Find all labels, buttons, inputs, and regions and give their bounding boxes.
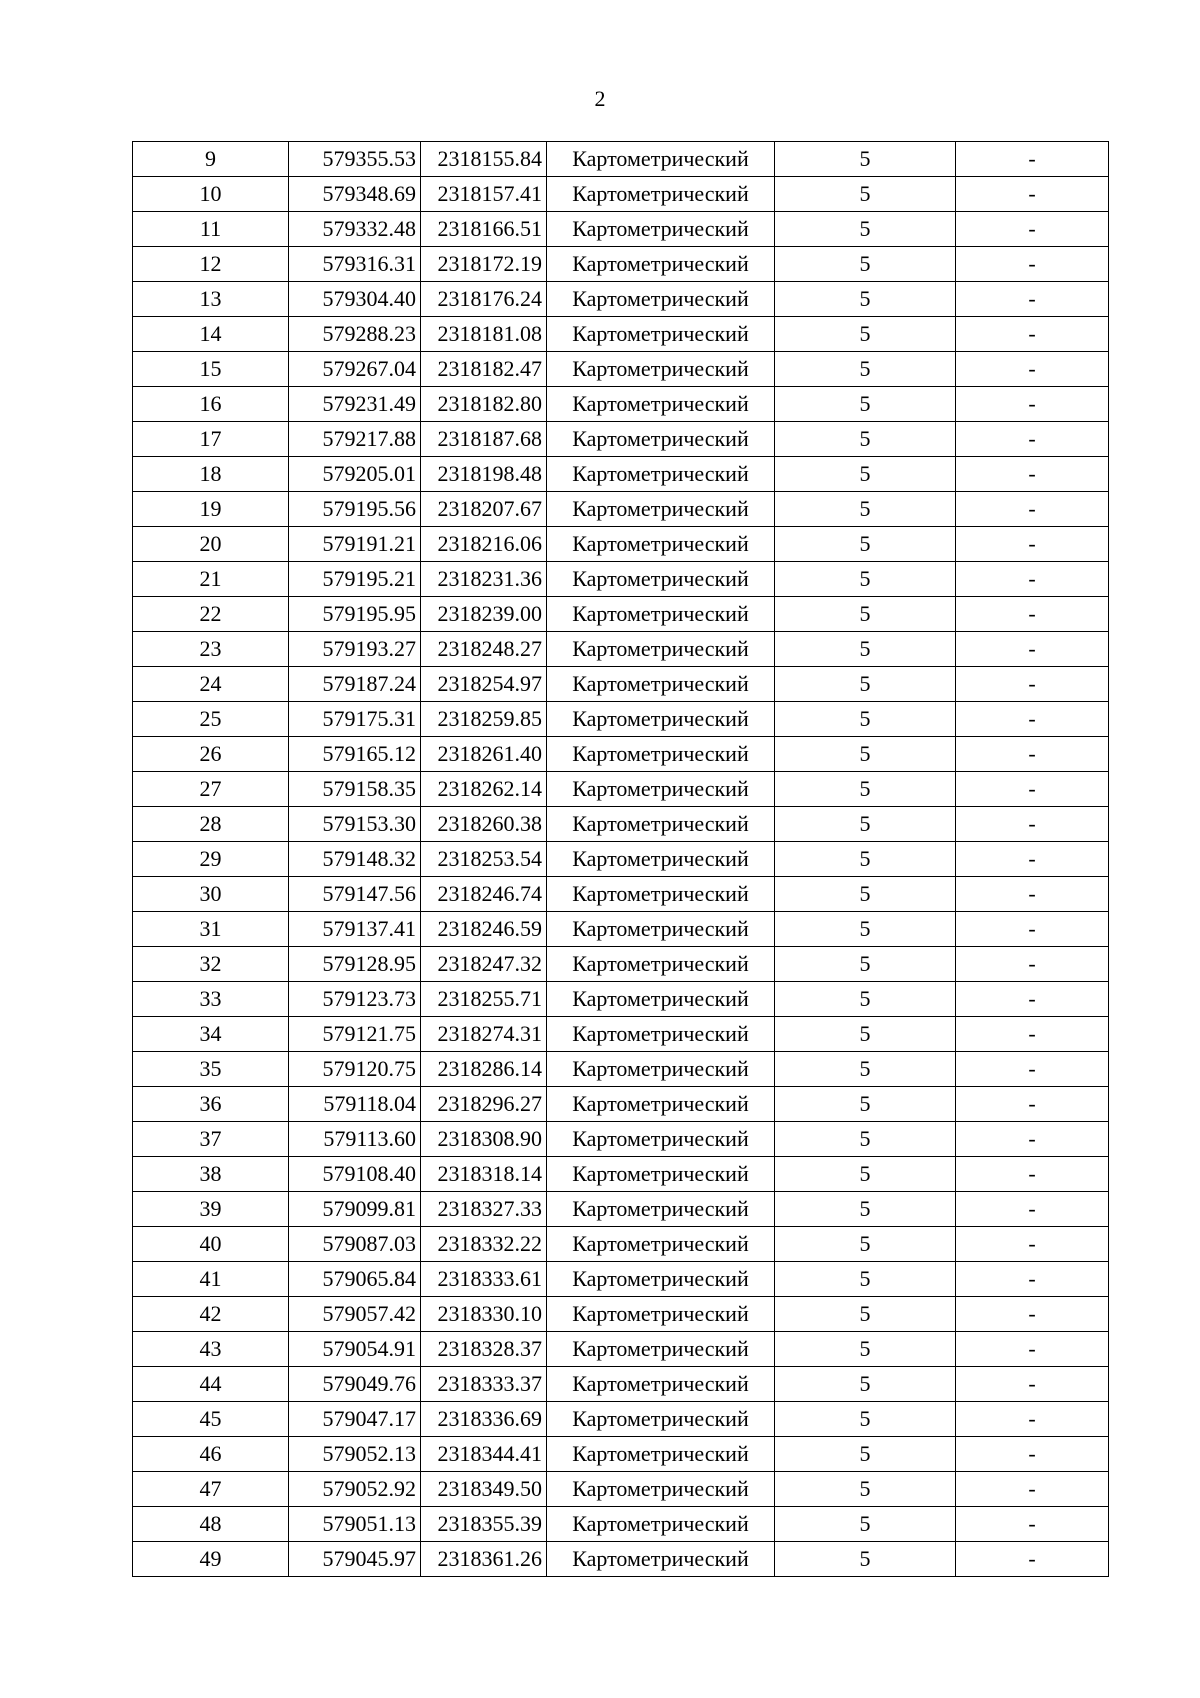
- table-row: [133, 877, 1109, 912]
- point-number-cell: 28: [133, 807, 289, 842]
- x-coordinate-cell: 579137.41: [289, 912, 421, 947]
- x-coordinate-cell: 579288.23: [289, 317, 421, 352]
- table-row: [133, 772, 1109, 807]
- method-cell: Картометрический: [547, 1507, 775, 1542]
- table-row: [133, 807, 1109, 842]
- x-coordinate-cell: 579047.17: [289, 1402, 421, 1437]
- description-cell: -: [956, 947, 1109, 982]
- method-cell: Картометрический: [547, 597, 775, 632]
- accuracy-cell: 5: [775, 1507, 956, 1542]
- point-number-cell: 48: [133, 1507, 289, 1542]
- x-coordinate-cell: 579148.32: [289, 842, 421, 877]
- accuracy-cell: 5: [775, 877, 956, 912]
- x-coordinate-cell: 579045.97: [289, 1542, 421, 1577]
- description-cell: -: [956, 247, 1109, 282]
- x-coordinate-cell: 579195.95: [289, 597, 421, 632]
- point-number-cell: 31: [133, 912, 289, 947]
- accuracy-cell: 5: [775, 1332, 956, 1367]
- point-number-cell: 30: [133, 877, 289, 912]
- point-number-cell: 47: [133, 1472, 289, 1507]
- table-row: [133, 562, 1109, 597]
- point-number-cell: 40: [133, 1227, 289, 1262]
- accuracy-cell: 5: [775, 1227, 956, 1262]
- method-cell: Картометрический: [547, 807, 775, 842]
- method-cell: Картометрический: [547, 492, 775, 527]
- accuracy-cell: 5: [775, 667, 956, 702]
- x-coordinate-cell: 579087.03: [289, 1227, 421, 1262]
- method-cell: Картометрический: [547, 177, 775, 212]
- x-coordinate-cell: 579128.95: [289, 947, 421, 982]
- table-row: [133, 1507, 1109, 1542]
- description-cell: -: [956, 1542, 1109, 1577]
- x-coordinate-cell: 579205.01: [289, 457, 421, 492]
- description-cell: -: [956, 1052, 1109, 1087]
- y-coordinate-cell: 2318198.48: [421, 457, 547, 492]
- x-coordinate-cell: 579118.04: [289, 1087, 421, 1122]
- point-number-cell: 36: [133, 1087, 289, 1122]
- y-coordinate-cell: 2318308.90: [421, 1122, 547, 1157]
- point-number-cell: 9: [133, 142, 289, 177]
- table-row: [133, 1087, 1109, 1122]
- accuracy-cell: 5: [775, 1437, 956, 1472]
- x-coordinate-cell: 579165.12: [289, 737, 421, 772]
- x-coordinate-cell: 579057.42: [289, 1297, 421, 1332]
- point-number-cell: 19: [133, 492, 289, 527]
- method-cell: Картометрический: [547, 1402, 775, 1437]
- description-cell: -: [956, 142, 1109, 177]
- table-row: [133, 702, 1109, 737]
- table-row: [133, 1472, 1109, 1507]
- table-row: [133, 247, 1109, 282]
- point-number-cell: 45: [133, 1402, 289, 1437]
- accuracy-cell: 5: [775, 1297, 956, 1332]
- accuracy-cell: 5: [775, 422, 956, 457]
- y-coordinate-cell: 2318216.06: [421, 527, 547, 562]
- table-row: [133, 527, 1109, 562]
- y-coordinate-cell: 2318231.36: [421, 562, 547, 597]
- description-cell: -: [956, 1367, 1109, 1402]
- coordinates-table-body: [133, 142, 1109, 1577]
- point-number-cell: 10: [133, 177, 289, 212]
- x-coordinate-cell: 579304.40: [289, 282, 421, 317]
- description-cell: -: [956, 422, 1109, 457]
- point-number-cell: 23: [133, 632, 289, 667]
- accuracy-cell: 5: [775, 282, 956, 317]
- x-coordinate-cell: 579108.40: [289, 1157, 421, 1192]
- accuracy-cell: 5: [775, 562, 956, 597]
- x-coordinate-cell: 579113.60: [289, 1122, 421, 1157]
- x-coordinate-cell: 579147.56: [289, 877, 421, 912]
- table-row: [133, 492, 1109, 527]
- point-number-cell: 11: [133, 212, 289, 247]
- x-coordinate-cell: 579099.81: [289, 1192, 421, 1227]
- description-cell: -: [956, 982, 1109, 1017]
- y-coordinate-cell: 2318333.61: [421, 1262, 547, 1297]
- y-coordinate-cell: 2318261.40: [421, 737, 547, 772]
- y-coordinate-cell: 2318182.47: [421, 352, 547, 387]
- accuracy-cell: 5: [775, 1472, 956, 1507]
- method-cell: Картометрический: [547, 1227, 775, 1262]
- accuracy-cell: 5: [775, 1262, 956, 1297]
- table-row: [133, 912, 1109, 947]
- table-row: [133, 737, 1109, 772]
- accuracy-cell: 5: [775, 982, 956, 1017]
- table-row: [133, 1157, 1109, 1192]
- method-cell: Картометрический: [547, 667, 775, 702]
- point-number-cell: 26: [133, 737, 289, 772]
- table-row: [133, 632, 1109, 667]
- point-number-cell: 14: [133, 317, 289, 352]
- x-coordinate-cell: 579121.75: [289, 1017, 421, 1052]
- description-cell: -: [956, 1507, 1109, 1542]
- y-coordinate-cell: 2318253.54: [421, 842, 547, 877]
- method-cell: Картометрический: [547, 1052, 775, 1087]
- method-cell: Картометрический: [547, 912, 775, 947]
- table-row: [133, 982, 1109, 1017]
- accuracy-cell: 5: [775, 1402, 956, 1437]
- point-number-cell: 37: [133, 1122, 289, 1157]
- y-coordinate-cell: 2318254.97: [421, 667, 547, 702]
- point-number-cell: 49: [133, 1542, 289, 1577]
- table-row: [133, 352, 1109, 387]
- description-cell: -: [956, 842, 1109, 877]
- description-cell: -: [956, 527, 1109, 562]
- y-coordinate-cell: 2318333.37: [421, 1367, 547, 1402]
- y-coordinate-cell: 2318155.84: [421, 142, 547, 177]
- description-cell: -: [956, 632, 1109, 667]
- description-cell: -: [956, 1157, 1109, 1192]
- x-coordinate-cell: 579193.27: [289, 632, 421, 667]
- point-number-cell: 44: [133, 1367, 289, 1402]
- point-number-cell: 34: [133, 1017, 289, 1052]
- accuracy-cell: 5: [775, 1157, 956, 1192]
- table-row: [133, 177, 1109, 212]
- x-coordinate-cell: 579054.91: [289, 1332, 421, 1367]
- x-coordinate-cell: 579123.73: [289, 982, 421, 1017]
- table-row: [133, 1437, 1109, 1472]
- accuracy-cell: 5: [775, 387, 956, 422]
- description-cell: -: [956, 387, 1109, 422]
- table-row: [133, 842, 1109, 877]
- x-coordinate-cell: 579175.31: [289, 702, 421, 737]
- y-coordinate-cell: 2318259.85: [421, 702, 547, 737]
- point-number-cell: 22: [133, 597, 289, 632]
- description-cell: -: [956, 562, 1109, 597]
- accuracy-cell: 5: [775, 947, 956, 982]
- table-row: [133, 1332, 1109, 1367]
- description-cell: -: [956, 1402, 1109, 1437]
- x-coordinate-cell: 579348.69: [289, 177, 421, 212]
- accuracy-cell: 5: [775, 492, 956, 527]
- table-row: [133, 947, 1109, 982]
- method-cell: Картометрический: [547, 387, 775, 422]
- method-cell: Картометрический: [547, 1332, 775, 1367]
- table-row: [133, 422, 1109, 457]
- x-coordinate-cell: 579153.30: [289, 807, 421, 842]
- description-cell: -: [956, 877, 1109, 912]
- y-coordinate-cell: 2318246.59: [421, 912, 547, 947]
- description-cell: -: [956, 807, 1109, 842]
- x-coordinate-cell: 579355.53: [289, 142, 421, 177]
- description-cell: -: [956, 772, 1109, 807]
- accuracy-cell: 5: [775, 842, 956, 877]
- description-cell: -: [956, 912, 1109, 947]
- table-row: [133, 317, 1109, 352]
- method-cell: Картометрический: [547, 1192, 775, 1227]
- accuracy-cell: 5: [775, 1542, 956, 1577]
- y-coordinate-cell: 2318255.71: [421, 982, 547, 1017]
- point-number-cell: 13: [133, 282, 289, 317]
- table-row: [133, 1052, 1109, 1087]
- description-cell: -: [956, 352, 1109, 387]
- table-row: [133, 457, 1109, 492]
- method-cell: Картометрический: [547, 1472, 775, 1507]
- point-number-cell: 20: [133, 527, 289, 562]
- accuracy-cell: 5: [775, 1192, 956, 1227]
- y-coordinate-cell: 2318182.80: [421, 387, 547, 422]
- description-cell: -: [956, 177, 1109, 212]
- accuracy-cell: 5: [775, 142, 956, 177]
- table-row: [133, 1122, 1109, 1157]
- description-cell: -: [956, 212, 1109, 247]
- point-number-cell: 16: [133, 387, 289, 422]
- method-cell: Картометрический: [547, 632, 775, 667]
- x-coordinate-cell: 579051.13: [289, 1507, 421, 1542]
- y-coordinate-cell: 2318355.39: [421, 1507, 547, 1542]
- y-coordinate-cell: 2318286.14: [421, 1052, 547, 1087]
- y-coordinate-cell: 2318246.74: [421, 877, 547, 912]
- accuracy-cell: 5: [775, 527, 956, 562]
- accuracy-cell: 5: [775, 807, 956, 842]
- coordinates-table: [132, 141, 1109, 1577]
- accuracy-cell: 5: [775, 772, 956, 807]
- y-coordinate-cell: 2318157.41: [421, 177, 547, 212]
- method-cell: Картометрический: [547, 702, 775, 737]
- description-cell: -: [956, 1437, 1109, 1472]
- accuracy-cell: 5: [775, 212, 956, 247]
- method-cell: Картометрический: [547, 317, 775, 352]
- method-cell: Картометрический: [547, 1262, 775, 1297]
- accuracy-cell: 5: [775, 702, 956, 737]
- description-cell: -: [956, 702, 1109, 737]
- accuracy-cell: 5: [775, 632, 956, 667]
- point-number-cell: 33: [133, 982, 289, 1017]
- accuracy-cell: 5: [775, 1367, 956, 1402]
- x-coordinate-cell: 579049.76: [289, 1367, 421, 1402]
- description-cell: -: [956, 457, 1109, 492]
- x-coordinate-cell: 579120.75: [289, 1052, 421, 1087]
- point-number-cell: 27: [133, 772, 289, 807]
- point-number-cell: 18: [133, 457, 289, 492]
- table-row: [133, 1542, 1109, 1577]
- description-cell: -: [956, 597, 1109, 632]
- method-cell: Картометрический: [547, 947, 775, 982]
- x-coordinate-cell: 579332.48: [289, 212, 421, 247]
- accuracy-cell: 5: [775, 177, 956, 212]
- table-row: [133, 1017, 1109, 1052]
- description-cell: -: [956, 1262, 1109, 1297]
- description-cell: -: [956, 1087, 1109, 1122]
- x-coordinate-cell: 579195.56: [289, 492, 421, 527]
- point-number-cell: 25: [133, 702, 289, 737]
- y-coordinate-cell: 2318262.14: [421, 772, 547, 807]
- page-number: 2: [594, 86, 606, 111]
- y-coordinate-cell: 2318247.32: [421, 947, 547, 982]
- table-row: [133, 282, 1109, 317]
- table-row: [133, 387, 1109, 422]
- method-cell: Картометрический: [547, 737, 775, 772]
- point-number-cell: 24: [133, 667, 289, 702]
- description-cell: -: [956, 1332, 1109, 1367]
- description-cell: -: [956, 737, 1109, 772]
- point-number-cell: 41: [133, 1262, 289, 1297]
- point-number-cell: 21: [133, 562, 289, 597]
- x-coordinate-cell: 579217.88: [289, 422, 421, 457]
- method-cell: Картометрический: [547, 982, 775, 1017]
- y-coordinate-cell: 2318176.24: [421, 282, 547, 317]
- description-cell: -: [956, 1297, 1109, 1332]
- description-cell: -: [956, 1122, 1109, 1157]
- method-cell: Картометрический: [547, 1017, 775, 1052]
- description-cell: -: [956, 667, 1109, 702]
- method-cell: Картометрический: [547, 142, 775, 177]
- point-number-cell: 32: [133, 947, 289, 982]
- method-cell: Картометрический: [547, 212, 775, 247]
- method-cell: Картометрический: [547, 562, 775, 597]
- y-coordinate-cell: 2318344.41: [421, 1437, 547, 1472]
- method-cell: Картометрический: [547, 1367, 775, 1402]
- table-row: [133, 142, 1109, 177]
- x-coordinate-cell: 579316.31: [289, 247, 421, 282]
- method-cell: Картометрический: [547, 1437, 775, 1472]
- accuracy-cell: 5: [775, 352, 956, 387]
- y-coordinate-cell: 2318361.26: [421, 1542, 547, 1577]
- point-number-cell: 12: [133, 247, 289, 282]
- method-cell: Картометрический: [547, 352, 775, 387]
- y-coordinate-cell: 2318349.50: [421, 1472, 547, 1507]
- accuracy-cell: 5: [775, 457, 956, 492]
- point-number-cell: 42: [133, 1297, 289, 1332]
- description-cell: -: [956, 1192, 1109, 1227]
- point-number-cell: 17: [133, 422, 289, 457]
- description-cell: -: [956, 1472, 1109, 1507]
- method-cell: Картометрический: [547, 1122, 775, 1157]
- method-cell: Картометрический: [547, 527, 775, 562]
- accuracy-cell: 5: [775, 597, 956, 632]
- y-coordinate-cell: 2318328.37: [421, 1332, 547, 1367]
- method-cell: Картометрический: [547, 1157, 775, 1192]
- method-cell: Картометрический: [547, 1087, 775, 1122]
- y-coordinate-cell: 2318239.00: [421, 597, 547, 632]
- point-number-cell: 39: [133, 1192, 289, 1227]
- y-coordinate-cell: 2318260.38: [421, 807, 547, 842]
- accuracy-cell: 5: [775, 247, 956, 282]
- point-number-cell: 29: [133, 842, 289, 877]
- description-cell: -: [956, 1227, 1109, 1262]
- point-number-cell: 46: [133, 1437, 289, 1472]
- point-number-cell: 38: [133, 1157, 289, 1192]
- method-cell: Картометрический: [547, 282, 775, 317]
- table-row: [133, 597, 1109, 632]
- y-coordinate-cell: 2318296.27: [421, 1087, 547, 1122]
- description-cell: -: [956, 317, 1109, 352]
- table-row: [133, 1402, 1109, 1437]
- point-number-cell: 43: [133, 1332, 289, 1367]
- y-coordinate-cell: 2318166.51: [421, 212, 547, 247]
- table-row: [133, 1297, 1109, 1332]
- y-coordinate-cell: 2318172.19: [421, 247, 547, 282]
- y-coordinate-cell: 2318181.08: [421, 317, 547, 352]
- method-cell: Картометрический: [547, 1297, 775, 1332]
- y-coordinate-cell: 2318327.33: [421, 1192, 547, 1227]
- accuracy-cell: 5: [775, 737, 956, 772]
- method-cell: Картометрический: [547, 842, 775, 877]
- method-cell: Картометрический: [547, 877, 775, 912]
- accuracy-cell: 5: [775, 1052, 956, 1087]
- accuracy-cell: 5: [775, 1087, 956, 1122]
- table-row: [133, 1367, 1109, 1402]
- table-row: [133, 1262, 1109, 1297]
- x-coordinate-cell: 579065.84: [289, 1262, 421, 1297]
- y-coordinate-cell: 2318318.14: [421, 1157, 547, 1192]
- point-number-cell: 35: [133, 1052, 289, 1087]
- table-row: [133, 667, 1109, 702]
- x-coordinate-cell: 579052.13: [289, 1437, 421, 1472]
- x-coordinate-cell: 579231.49: [289, 387, 421, 422]
- description-cell: -: [956, 282, 1109, 317]
- description-cell: -: [956, 492, 1109, 527]
- x-coordinate-cell: 579187.24: [289, 667, 421, 702]
- y-coordinate-cell: 2318248.27: [421, 632, 547, 667]
- method-cell: Картометрический: [547, 1542, 775, 1577]
- table-row: [133, 212, 1109, 247]
- table-row: [133, 1192, 1109, 1227]
- x-coordinate-cell: 579158.35: [289, 772, 421, 807]
- description-cell: -: [956, 1017, 1109, 1052]
- x-coordinate-cell: 579195.21: [289, 562, 421, 597]
- x-coordinate-cell: 579267.04: [289, 352, 421, 387]
- y-coordinate-cell: 2318336.69: [421, 1402, 547, 1437]
- accuracy-cell: 5: [775, 1122, 956, 1157]
- table-row: [133, 1227, 1109, 1262]
- point-number-cell: 15: [133, 352, 289, 387]
- accuracy-cell: 5: [775, 317, 956, 352]
- y-coordinate-cell: 2318332.22: [421, 1227, 547, 1262]
- accuracy-cell: 5: [775, 1017, 956, 1052]
- y-coordinate-cell: 2318207.67: [421, 492, 547, 527]
- method-cell: Картометрический: [547, 772, 775, 807]
- y-coordinate-cell: 2318187.68: [421, 422, 547, 457]
- x-coordinate-cell: 579052.92: [289, 1472, 421, 1507]
- method-cell: Картометрический: [547, 457, 775, 492]
- method-cell: Картометрический: [547, 422, 775, 457]
- y-coordinate-cell: 2318330.10: [421, 1297, 547, 1332]
- y-coordinate-cell: 2318274.31: [421, 1017, 547, 1052]
- accuracy-cell: 5: [775, 912, 956, 947]
- method-cell: Картометрический: [547, 247, 775, 282]
- x-coordinate-cell: 579191.21: [289, 527, 421, 562]
